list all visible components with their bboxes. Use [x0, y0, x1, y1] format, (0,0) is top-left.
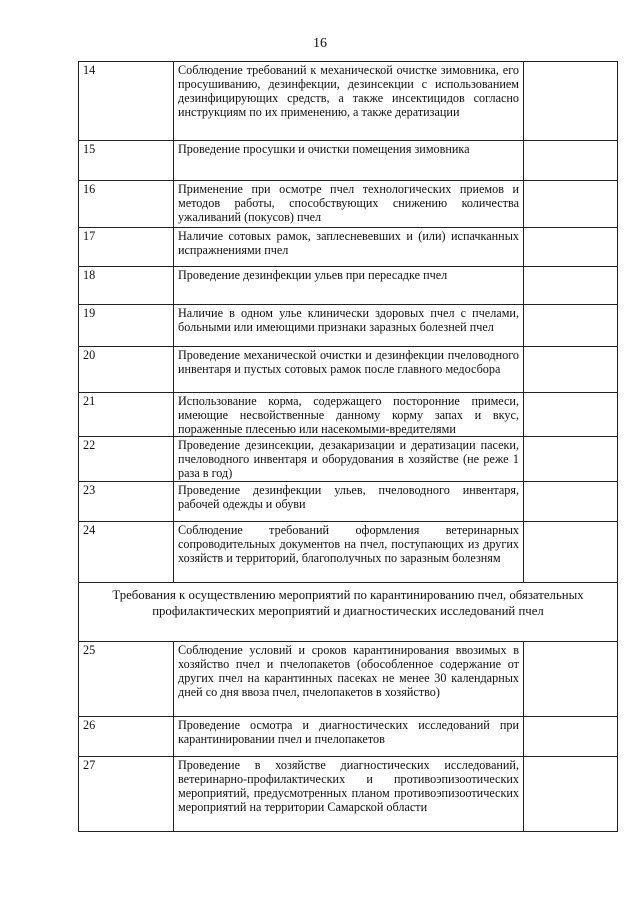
- requirements-table: [78, 61, 618, 832]
- row-number: 27: [79, 757, 174, 832]
- table-row: [79, 642, 618, 717]
- row-blank-cell: [524, 267, 618, 305]
- row-text: Проведение в хозяйстве диагностических исследований, ветеринарно-профилактических и противоэпизоотических мероприятий, предусмотренных планом противоэпизоотических мероприятий на территории Самарской области: [174, 757, 524, 832]
- row-number: 16: [79, 181, 174, 228]
- table-row: [79, 757, 618, 832]
- row-text: Соблюдение требований оформления ветеринарных сопроводительных документов на пчел, поступающих из других хозяйств и территорий, благополучных по заразным болезням: [174, 522, 524, 583]
- row-number: 15: [79, 141, 174, 181]
- row-number: 25: [79, 642, 174, 717]
- row-number: 22: [79, 437, 174, 482]
- row-text: Проведение дезинсекции, дезакаризации и дератизации пасеки, пчеловодного инвентаря и оборудования в хозяйстве (не реже 1 раза в год): [174, 437, 524, 482]
- row-number: 17: [79, 228, 174, 267]
- table-row: [79, 717, 618, 757]
- row-blank-cell: [524, 141, 618, 181]
- row-text: Проведение просушки и очистки помещения зимовника: [174, 141, 524, 181]
- table-row: [79, 522, 618, 583]
- table-row: [79, 393, 618, 437]
- row-blank-cell: [524, 482, 618, 522]
- row-number: 20: [79, 347, 174, 393]
- row-number: 26: [79, 717, 174, 757]
- row-blank-cell: [524, 757, 618, 832]
- row-number: 21: [79, 393, 174, 437]
- table-row: [79, 181, 618, 228]
- row-text: Проведение дезинфекции ульев при пересадке пчел: [174, 267, 524, 305]
- table-row: [79, 482, 618, 522]
- row-text: Проведение механической очистки и дезинфекции пчеловодного инвентаря и пустых сотовых рамок после главного медосбора: [174, 347, 524, 393]
- row-text: Проведение дезинфекции ульев, пчеловодного инвентаря, рабочей одежды и обуви: [174, 482, 524, 522]
- table-row: [79, 347, 618, 393]
- table-row: [79, 141, 618, 181]
- table-row: [79, 305, 618, 347]
- row-blank-cell: [524, 62, 618, 141]
- section-header-row: [79, 583, 618, 642]
- row-number: 23: [79, 482, 174, 522]
- row-number: 19: [79, 305, 174, 347]
- row-text: Наличие сотовых рамок, заплесневевших и (или) испачканных испражнениями пчел: [174, 228, 524, 267]
- row-blank-cell: [524, 437, 618, 482]
- page-number: 16: [313, 36, 327, 51]
- row-number: 14: [79, 62, 174, 141]
- row-text: Соблюдение условий и сроков карантинирования ввозимых в хозяйство пчел и пчелопакетов (обособленное содержание от других пчел на карантинных пасеках не менее 30 календарных дней со дня ввоза пчел, пчелопакетов в хозяйство): [174, 642, 524, 717]
- row-blank-cell: [524, 522, 618, 583]
- row-blank-cell: [524, 717, 618, 757]
- table-row: [79, 228, 618, 267]
- row-text: Проведение осмотра и диагностических исследований при карантинировании пчел и пчелопакетов: [174, 717, 524, 757]
- row-number: 24: [79, 522, 174, 583]
- row-blank-cell: [524, 228, 618, 267]
- row-text: Использование корма, содержащего посторонние примеси, имеющие несвойственные данному корму запах и вкус, пораженные плесенью или насекомыми-вредителями: [174, 393, 524, 437]
- table-row: [79, 62, 618, 141]
- row-blank-cell: [524, 347, 618, 393]
- row-blank-cell: [524, 305, 618, 347]
- row-text: Соблюдение требований к механической очистке зимовника, его просушиванию, дезинфекции, дезинсекции с использованием дезинфицирующих средств, а также инсектицидов согласно инструкциям по их применению, а также дератизации: [174, 62, 524, 141]
- row-text: Применение при осмотре пчел технологических приемов и методов работы, способствующих снижению количества ужаливаний (покусов) пчел: [174, 181, 524, 228]
- row-text: Наличие в одном улье клинически здоровых пчел с пчелами, больными или имеющими признаки заразных болезней пчел: [174, 305, 524, 347]
- section-title: Требования к осуществлению мероприятий по карантинированию пчел, обязательных профилактических мероприятий и диагностических исследований пчел: [79, 583, 618, 642]
- row-number: 18: [79, 267, 174, 305]
- table-row: [79, 437, 618, 482]
- row-blank-cell: [524, 181, 618, 228]
- table-row: [79, 267, 618, 305]
- row-blank-cell: [524, 393, 618, 437]
- row-blank-cell: [524, 642, 618, 717]
